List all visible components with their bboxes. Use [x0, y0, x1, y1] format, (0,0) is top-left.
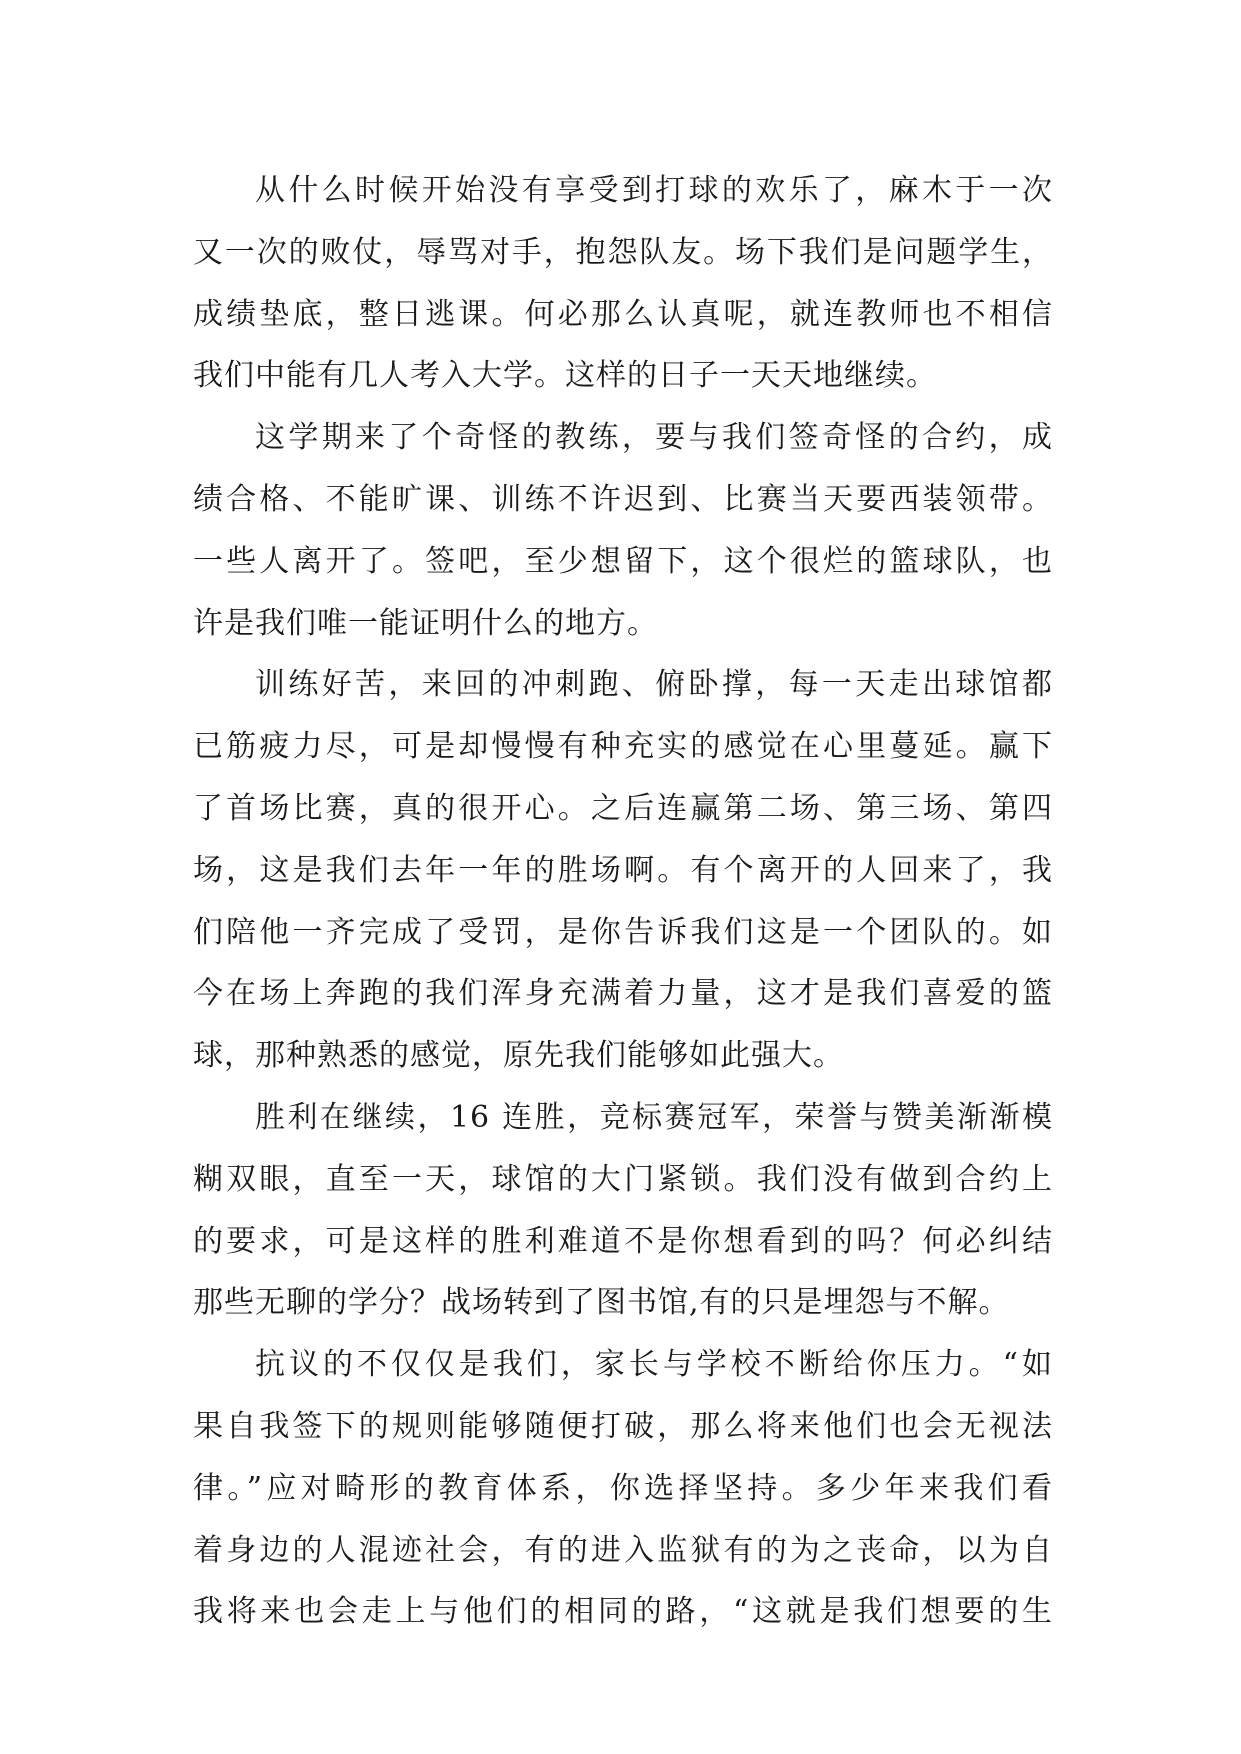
text-line: 着身边的人混迹社会，有的进入监狱有的为之丧命，以为自: [193, 1532, 1053, 1568]
text-line: 从什么时候开始没有享受到打球的欢乐了，麻木于一次: [255, 173, 1053, 208]
text-line: 场，这是我们去年一年的胜场啊。有个离开的人回来了，我: [193, 852, 1053, 888]
text-line: 抗议的不仅仅是我们，家长与学校不断给你压力。“如: [255, 1347, 1053, 1383]
text-line: 许是我们唯一能证明什么的地方。: [193, 605, 658, 641]
text-line: 糊双眼，直至一天，球馆的大门紧锁。我们没有做到合约上: [193, 1161, 1053, 1197]
text-line: 那些无聊的学分？战场转到了图书馆,有的只是埋怨与不解。: [193, 1285, 1010, 1321]
text-line: 了首场比赛，真的很开心。之后连赢第二场、第三场、第四: [193, 790, 1053, 826]
text-line: 胜利在继续，16 连胜，竞标赛冠军，荣誉与赞美渐渐模: [255, 1099, 1053, 1135]
text-line: 绩合格、不能旷课、训练不许迟到、比赛当天要西装领带。: [193, 481, 1053, 517]
text-line: 我将来也会走上与他们的相同的路，“这就是我们想要的生: [193, 1594, 1053, 1630]
text-line: 球，那种熟悉的感觉，原先我们能够如此强大。: [193, 1038, 844, 1074]
text-line: 成绩垫底，整日逃课。何必那么认真呢，就连教师也不相信: [193, 296, 1053, 332]
document-body: [193, 160, 1053, 1643]
text-line: 今在场上奔跑的我们浑身充满着力量，这才是我们喜爱的篮: [193, 976, 1053, 1012]
text-line: 又一次的败仗，辱骂对手，抱怨队友。场下我们是问题学生，: [193, 234, 1053, 270]
text-line: 律。”应对畸形的教育体系，你选择坚持。多少年来我们看: [193, 1470, 1053, 1506]
text-line: 训练好苦，来回的冲刺跑、俯卧撑，每一天走出球馆都: [255, 667, 1053, 703]
text-line: 的要求，可是这样的胜利难道不是你想看到的吗？何必纠结: [193, 1223, 1053, 1259]
text-line: 果自我签下的规则能够随便打破，那么将来他们也会无视法: [193, 1408, 1053, 1444]
text-line: 一些人离开了。签吧，至少想留下，这个很烂的篮球队，也: [193, 543, 1053, 579]
text-line: 我们中能有几人考入大学。这样的日子一天天地继续。: [193, 358, 937, 394]
text-line: 们陪他一齐完成了受罚，是你告诉我们这是一个团队的。如: [193, 914, 1053, 950]
text-line: 这学期来了个奇怪的教练，要与我们签奇怪的合约，成: [255, 420, 1053, 456]
text-line: 已筋疲力尽，可是却慢慢有种充实的感觉在心里蔓延。赢下: [193, 729, 1053, 765]
